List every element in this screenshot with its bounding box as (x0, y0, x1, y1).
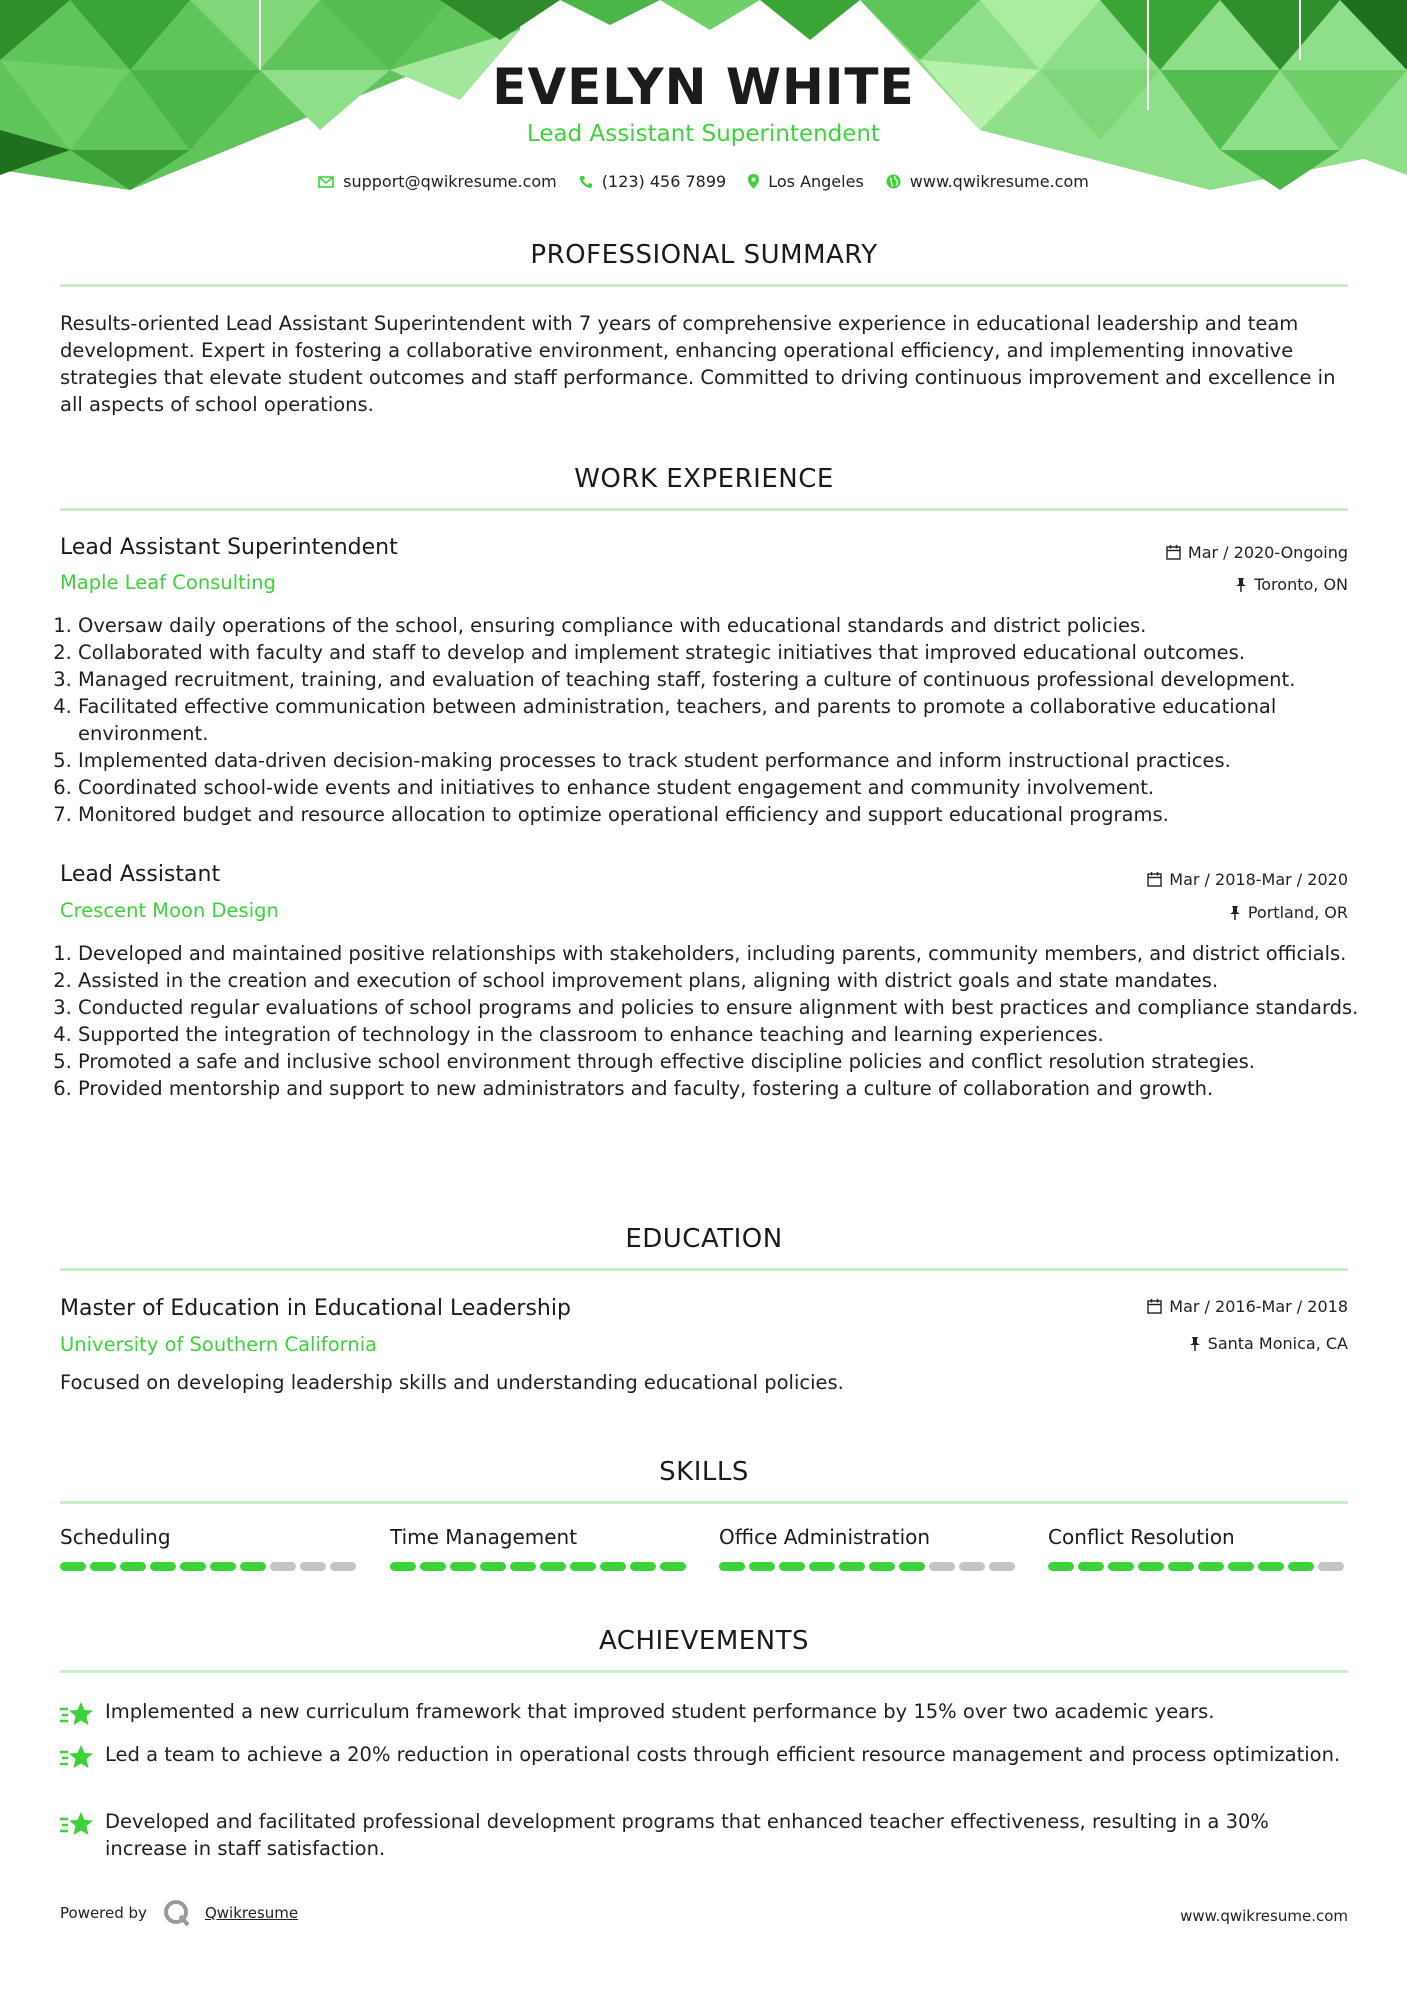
candidate-title: Lead Assistant Superintendent (526, 121, 881, 147)
list-item: 1. Oversaw daily operations of the school, ensuring compliance with educational standards and district policies. (78, 612, 1366, 639)
skill-level-segment (300, 1562, 326, 1571)
job-title: Lead Assistant Superintendent (60, 535, 398, 560)
list-item: 5. Promoted a safe and inclusive school environment through effective discipline policies and conflict resolution strategies. (78, 1048, 1366, 1075)
section-divider (60, 284, 1348, 287)
skill-level-segment (630, 1562, 656, 1571)
job-title: Lead Assistant (60, 862, 221, 887)
achievement-text: Implemented a new curriculum framework that improved student performance by 15% over two academic years. (105, 1700, 1215, 1723)
skill-item (1048, 1525, 1348, 1571)
skill-bar (719, 1562, 1019, 1571)
pin-icon (1189, 1336, 1201, 1351)
list-item: 2. Collaborated with faculty and staff to develop and implement strategic initiatives that improved educational outcomes. (78, 639, 1366, 666)
skill-level-segment (1078, 1562, 1104, 1571)
list-item: 2. Assisted in the creation and execution of school improvement plans, aligning with district goals and state mandates. (78, 967, 1366, 994)
skill-level-segment (1258, 1562, 1284, 1571)
job-dates: Mar / 2018-Mar / 2020 (1147, 870, 1348, 889)
skill-level-segment (779, 1562, 805, 1571)
skill-name: Scheduling (60, 1525, 171, 1549)
degree-title: Master of Education in Educational Leadership (60, 1296, 571, 1321)
education-heading: EDUCATION (625, 1224, 783, 1254)
skill-level-segment (540, 1562, 566, 1571)
achievement-item (60, 1741, 1348, 1771)
skills-heading: SKILLS (659, 1457, 749, 1487)
calendar-icon (1147, 1299, 1162, 1314)
education-description: Focused on developing leadership skills and understanding educational policies. (60, 1371, 844, 1394)
star-icon (60, 1700, 93, 1728)
section-divider (60, 1501, 1348, 1504)
pin-icon (1229, 905, 1241, 920)
job-location: Portland, OR (1229, 903, 1348, 922)
achievements-heading: ACHIEVEMENTS (598, 1626, 810, 1656)
skill-level-segment (120, 1562, 146, 1571)
skill-level-segment (210, 1562, 236, 1571)
list-item: 6. Provided mentorship and support to new administrators and faculty, fostering a culture of collaboration and growth. (78, 1075, 1366, 1102)
star-icon (60, 1810, 93, 1838)
footer-url[interactable]: www.qwikresume.com (1180, 1907, 1348, 1925)
skill-level-segment (330, 1562, 356, 1571)
skill-level-segment (1288, 1562, 1314, 1571)
skill-name: Conflict Resolution (1048, 1525, 1235, 1549)
achievement-text: Led a team to achieve a 20% reduction in operational costs through efficient resource management and process optimization. (105, 1743, 1341, 1766)
skill-level-segment (869, 1562, 895, 1571)
list-item: 5. Implemented data-driven decision-making processes to track student performance and inform instructional practices. (78, 747, 1366, 774)
achievement-text: Developed and facilitated professional development programs that enhanced teacher effectiveness, resulting in a 30% increase in staff satisfaction. (105, 1810, 1269, 1860)
skill-level-segment (929, 1562, 955, 1571)
contact-phone[interactable]: (123) 456 7899 (579, 172, 726, 191)
education-location: Santa Monica, CA (1189, 1334, 1348, 1353)
skill-level-segment (180, 1562, 206, 1571)
skill-level-segment (270, 1562, 296, 1571)
skill-level-segment (60, 1562, 86, 1571)
pin-icon (1235, 577, 1247, 592)
section-divider (60, 508, 1348, 511)
list-item: 4. Facilitated effective communication between administration, teachers, and parents to promote a collaborative educational environment. (78, 693, 1366, 747)
location-icon (748, 174, 759, 189)
skill-level-segment (1228, 1562, 1254, 1571)
skill-level-segment (1048, 1562, 1074, 1571)
summary-heading: PROFESSIONAL SUMMARY (530, 240, 878, 270)
list-item: 6. Coordinated school-wide events and initiatives to enhance student engagement and community involvement. (78, 774, 1366, 801)
education-dates: Mar / 2016-Mar / 2018 (1147, 1297, 1348, 1316)
list-item: 4. Supported the integration of technology in the classroom to enhance teaching and learning experiences. (78, 1021, 1366, 1048)
skill-item (390, 1525, 690, 1571)
skill-level-segment (1318, 1562, 1344, 1571)
summary-text: Results-oriented Lead Assistant Superintendent with 7 years of comprehensive experience in educational leadership and team development. Expert in fostering a collaborative environment, enhancing operational efficiency, and implementing innovative strategies that elevate student outcomes and staff performance. Committed to driving continuous improvement and excellence in all aspects of school operations. (60, 312, 1336, 416)
skill-level-segment (480, 1562, 506, 1571)
qwikresume-link[interactable]: Qwikresume (204, 1904, 299, 1922)
skill-name: Time Management (390, 1525, 578, 1549)
list-item: 1. Developed and maintained positive relationships with stakeholders, including parents, community members, and district officials. (78, 940, 1366, 967)
skill-level-segment (450, 1562, 476, 1571)
skill-level-segment (959, 1562, 985, 1571)
contact-location: Los Angeles (748, 172, 864, 191)
job-location: Toronto, ON (1235, 575, 1348, 594)
list-item: 3. Conducted regular evaluations of school programs and policies to ensure alignment with best practices and compliance standards. (78, 994, 1366, 1021)
skill-level-segment (719, 1562, 745, 1571)
skill-level-segment (1138, 1562, 1164, 1571)
achievement-item (60, 1808, 1348, 1862)
skill-level-segment (420, 1562, 446, 1571)
contact-website[interactable]: www.qwikresume.com (886, 172, 1089, 191)
qwikresume-logo-icon (163, 1899, 191, 1927)
skill-level-segment (660, 1562, 686, 1571)
email-icon (318, 176, 334, 188)
candidate-name: EVELYN WHITE (492, 58, 915, 116)
contact-bar (0, 172, 1407, 191)
experience-heading: WORK EXPERIENCE (574, 464, 834, 494)
skill-level-segment (1198, 1562, 1224, 1571)
skill-bar (390, 1562, 690, 1571)
job-dates: Mar / 2020-Ongoing (1166, 543, 1348, 562)
skill-bar (60, 1562, 360, 1571)
skill-bar (1048, 1562, 1348, 1571)
skill-level-segment (749, 1562, 775, 1571)
company-name: Maple Leaf Consulting (60, 571, 276, 594)
skill-level-segment (1168, 1562, 1194, 1571)
powered-by-label: Powered by (60, 1904, 147, 1922)
skill-level-segment (839, 1562, 865, 1571)
list-item: 3. Managed recruitment, training, and evaluation of teaching staff, fostering a culture of continuous professional development. (78, 666, 1366, 693)
achievement-item (60, 1698, 1348, 1728)
list-item: 7. Monitored budget and resource allocation to optimize operational efficiency and support educational programs. (78, 801, 1366, 828)
skill-level-segment (1108, 1562, 1134, 1571)
globe-icon (886, 174, 901, 189)
skill-level-segment (390, 1562, 416, 1571)
skill-level-segment (600, 1562, 626, 1571)
section-divider (60, 1268, 1348, 1271)
section-divider (60, 1670, 1348, 1673)
calendar-icon (1147, 872, 1162, 887)
skill-level-segment (150, 1562, 176, 1571)
footer-powered-by (60, 1899, 298, 1927)
phone-icon (579, 175, 593, 189)
skill-level-segment (510, 1562, 536, 1571)
skill-level-segment (989, 1562, 1015, 1571)
skill-level-segment (570, 1562, 596, 1571)
skill-level-segment (899, 1562, 925, 1571)
contact-email[interactable]: support@qwikresume.com (318, 172, 557, 191)
school-name: University of Southern California (60, 1333, 378, 1356)
skill-item (60, 1525, 360, 1571)
skill-level-segment (240, 1562, 266, 1571)
company-name: Crescent Moon Design (60, 899, 279, 922)
calendar-icon (1166, 545, 1181, 560)
skill-level-segment (809, 1562, 835, 1571)
skill-level-segment (90, 1562, 116, 1571)
skill-item (719, 1525, 1019, 1571)
job-bullets (60, 940, 1366, 1102)
star-icon (60, 1743, 93, 1771)
job-bullets (60, 612, 1366, 828)
skill-name: Office Administration (719, 1525, 931, 1549)
